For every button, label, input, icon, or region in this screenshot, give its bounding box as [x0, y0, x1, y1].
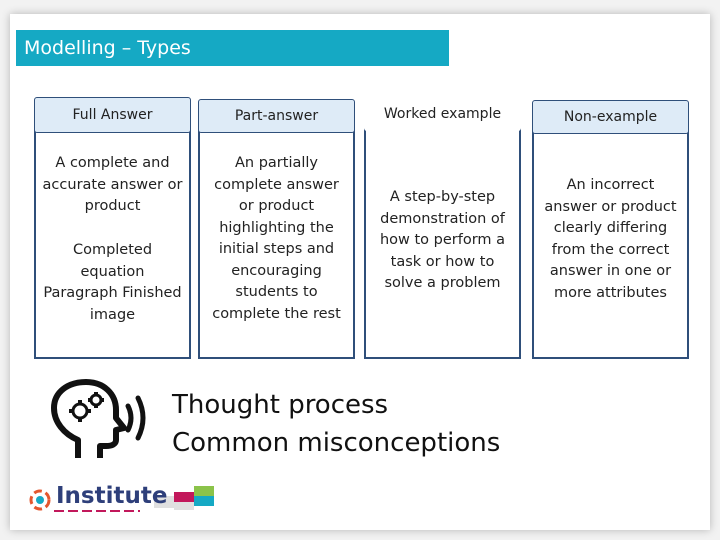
column-heading: Full Answer [34, 97, 191, 133]
thought-line-1: Thought process [172, 390, 389, 420]
column-non-example [532, 97, 689, 359]
column-full-answer [34, 97, 191, 359]
column-body [34, 127, 191, 359]
column-worked-example [364, 97, 521, 359]
column-part-answer [198, 97, 355, 359]
column-paragraph: An partially complete answer or product highlighting the initial steps and encouraging students to complete the rest [212, 155, 341, 322]
column-heading: Part-answer [198, 99, 355, 133]
column-paragraph: Completed equation Paragraph Finished image [43, 242, 182, 323]
logo-text: Institute [56, 483, 168, 509]
head-gears-sound-icon [44, 378, 158, 462]
column-heading: Non-example [532, 100, 689, 134]
column-paragraph: A complete and accurate answer or product [42, 155, 183, 214]
slide-title: Modelling – Types [16, 30, 449, 66]
column-body [532, 127, 689, 359]
column-heading: Worked example [364, 97, 521, 131]
column-body [198, 127, 355, 359]
column-body [364, 127, 521, 359]
column-paragraph: A step-by-step demonstration of how to perform a task or how to solve a problem [379, 189, 506, 291]
thought-lines [172, 386, 500, 462]
column-paragraph: An incorrect answer or product clearly differing from the correct answer in one or more attributes [544, 177, 677, 301]
thought-line-2: Common misconceptions [172, 428, 501, 458]
